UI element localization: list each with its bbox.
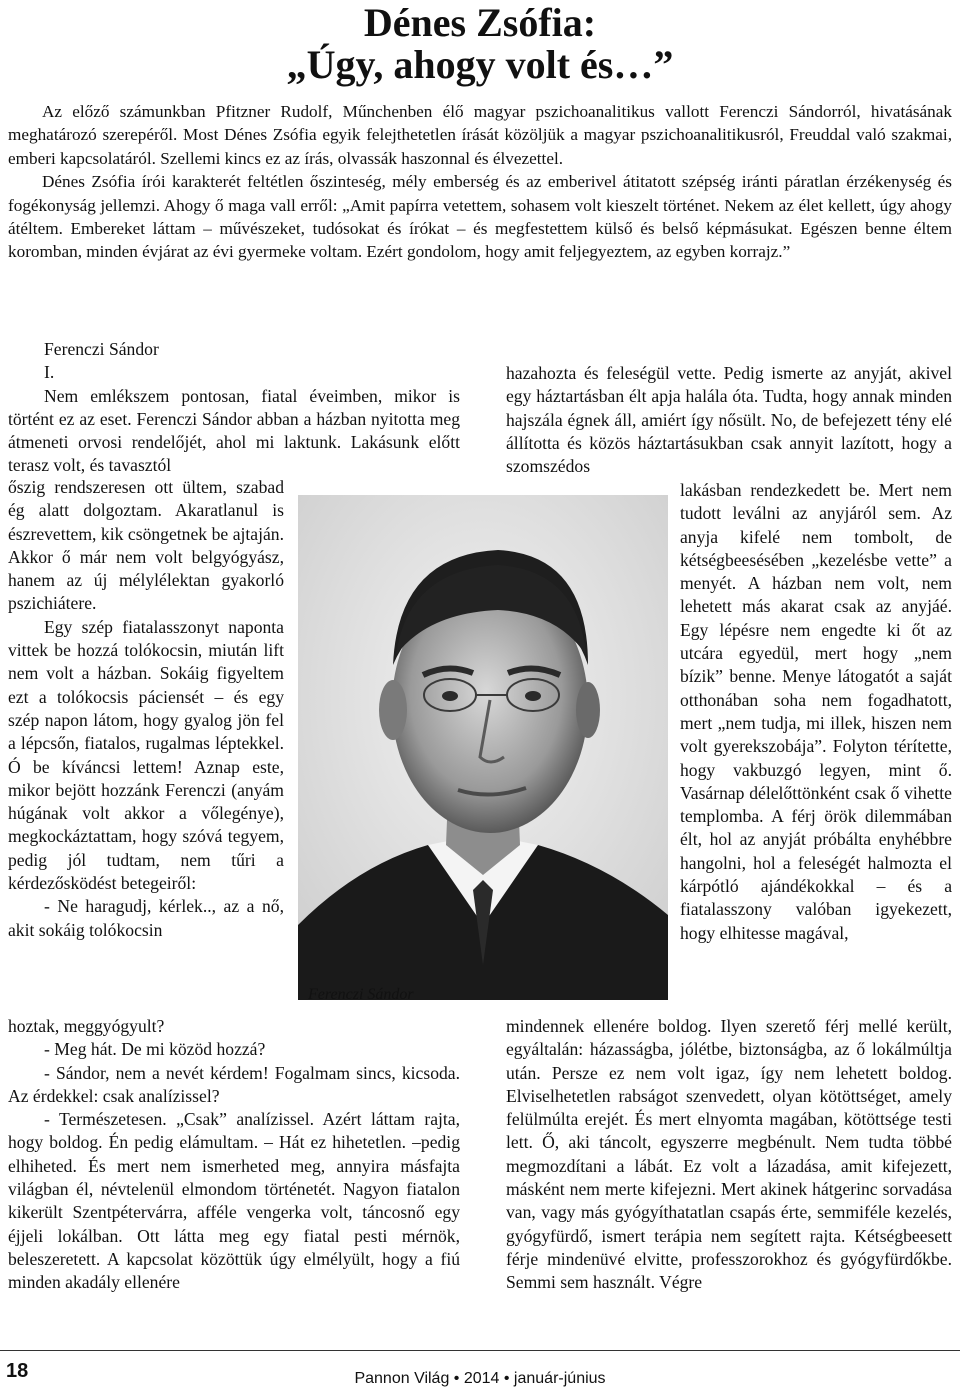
col1-bottom-paragraph-2: - Meg hát. De mi közöd hozzá? [44, 1039, 266, 1060]
footer-divider [0, 1350, 960, 1351]
article-subtitle: Ferenczi Sándor [44, 339, 159, 359]
section-number: I. [44, 362, 55, 383]
portrait-photo [298, 495, 668, 1000]
col1-bottom-paragraph-4: - Természetesen. „Csak” analízissel. Azért láttam rajta, hogy boldog. Én pedig elámultam. – Hát ez hihetetlen. –pedig elhiheted. És mert nem ismerheted meg, annyira másfajta világban él, névtelenül elmondom történetét. Nagyon fiatalon kikerült Szentpétervárra, afféle vengerka volt, táncosnő egy éjjeli lokálban. Ott látta meg egy fiatal pesti mérnök, beleszeretett. A kapcsolat közöttük úgy elmélyült, hogy a fiú minden akadály ellenére [8, 1109, 460, 1293]
column-1-bottom [8, 1015, 460, 1295]
intro-paragraph-2: Dénes Zsófia írói karakterét feltétlen őszinteség, mély emberség és az emberivel átitatott szépség iránti páratlan érzékenység és fogékonyság jellemzi. Ahogy ő maga vall erről: „Amit papírra vetettem, sohasem volt kieszelt történet. Nekem az élet kellett, úgy ahogy átéltem. Embereket láttam – művészeket, tudósokat és írókat – és megfestettem külső és belső képmásukat. Egészen benne éltem koromban, minden évjárat az évi gyermeke voltam. Ezért gondolom, hogy amit feljegyeztem, az egyben korrajz.” [8, 172, 952, 262]
col2-top-paragraph-1: hazahozta és feleségül vette. Pedig ismerte az anyját, akivel egy háztartásban élt apja halála óta. Tudta, hogy annak minden hajszála égnek áll, amiért így nősült. No, de befejezett tény elé állította és közös háztartásukban csak annyit lazított, hogy a szomszédos [506, 363, 952, 477]
col1-narrow-paragraph-1: őszig rendszeresen ott ültem, szabad ég alatt dolgoztam. Akaratlanul is észrevettem, kik csöngetnek be ajtaján. Akkor ő már nem volt belgyógyász, hanem az új mélylélektan gyakorló pszichiátere. [8, 477, 284, 614]
portrait-icon [298, 495, 668, 1000]
article-title-line2: „Úgy, ahogy volt és…” [286, 42, 674, 87]
col1-paragraph-1: Nem emlékszem pontosan, fiatal éveimben, mikor is történt ez az eset. Ferenczi Sándor abban a házban nyitotta meg átmeneti orvosi rendelőjét, ahol mi laktunk. Lakásunk előtt terasz volt, és tavasztól [8, 385, 460, 476]
col1-narrow-paragraph-2: Egy szép fiatalasszonyt naponta vittek be hozzá tolókocsin, miután lift nem volt a házban. Sokáig figyeltem ezt a tolókocsis páciensét – és egy szép napon látom, hogy gyalog jön fel a lépcsőn, fiatalos, rugalmas léptekkel. Ó be kíváncsi lettem! Aznap este, mikor bejött hozzánk Ferenczi (anyám húgának volt akkor a vőlegénye), megkockáztattam, hogy szóvá tegyem, pedig jól tudtam, nem tűri a kérdezősködést betegeiről: [8, 616, 284, 894]
column-1-head [8, 338, 460, 478]
intro-text [8, 100, 952, 264]
col1-bottom-paragraph-1: hoztak, meggyógyult? [8, 1016, 165, 1036]
column-2-bottom [506, 1015, 952, 1295]
col2-bottom-paragraph-1: mindennek ellenére boldog. Ilyen szerető férj mellé került, egyáltalán: házasságba, jólétbe, biztonságba, az ő lokálmúltja után. Persze ez nem volt igaz, így nem lehetett boldog. Elviselhetetlen rabságot szenvedett, olyan kötöttséget, amely felülmúlta erejét. És mert elnyomta magában, kötöttsége testi lett. Ő, aki táncolt, egyszerre megbénult. Nem tudta többé megmozdítani a lábát. Ez volt a lázadása, amit kifejezett, másként nem merte kifejezni. Mert akinek hátgerinc sorvadása van, vagy más gyógyíthatatlan csapás érte, semmiféle kezelés, gyógyfürdő, ismert terápia nem segített rajta. Kétségbeesett férje mindenüvé elvitte, professzorokhoz és gyógyfürdőkbe. Semmi sem használt. Végre [506, 1016, 952, 1293]
column-2-top [506, 362, 952, 478]
column-2-narrow [680, 479, 952, 945]
col2-narrow-paragraph-1: lakásban rendezkedett be. Mert nem tudott leválni az anyjáról sem. Az anyja kifelé nem tombolt, de kétségbeesésében „kezelésbe vette” a menyét. A házban nem volt, nem lehetett más akarat csak az anyjáé. Egy lépésre nem engedte ki őt az utcára egyedül, mert hogy „nem bízik” benne. Menye látogatót a saját otthonában soha nem fogadhatott, mert „nem tudja, mi illek, hiszen nem volt gyerekszobája”. Folyton térítette, hogy vakbuzgó legyen, mint ő. Vasárnap délelőttönként csak ő vihette templomba. A férj örök dilemmában élt, hol az anyját próbálta enyhébbre hangolni, hol a feleségét halmozta el kárpótló ajándékokkal – és a fiatalasszony valóban igyekezett, hogy elhitesse magával, [680, 480, 952, 943]
footer-publication: Pannon Világ • 2014 • január-június [354, 1370, 606, 1387]
intro-paragraph-1: Az előző számunkban Pfitzner Rudolf, Műnchenben élő magyar pszichoanalitikus vallott Ferenczi Sándorról, hivatásának meghatározó szerepéről. Most Dénes Zsófia egyik felejthetetlen írását közöljük a magyar pszichoanalitikusról, Freuddal való szakmai, emberi kapcsolatáról. Szellemi kincs ez az írás, olvassák haszonnal és élvezettel. [8, 102, 952, 168]
col1-bottom-paragraph-3: - Sándor, nem a nevét kérdem! Fogalmam sincs, kicsoda. Az érdekkel: csak analízissel? [8, 1062, 460, 1106]
page-number: 18 [6, 1360, 29, 1382]
article-title-line1: Dénes Zsófia: [363, 0, 597, 45]
col1-narrow-paragraph-3: - Ne haragudj, kérlek.., az a nő, akit sokáig tolókocsin [8, 896, 284, 940]
photo-caption: Ferenczi Sándor [308, 986, 414, 1003]
column-1-narrow [8, 476, 284, 942]
